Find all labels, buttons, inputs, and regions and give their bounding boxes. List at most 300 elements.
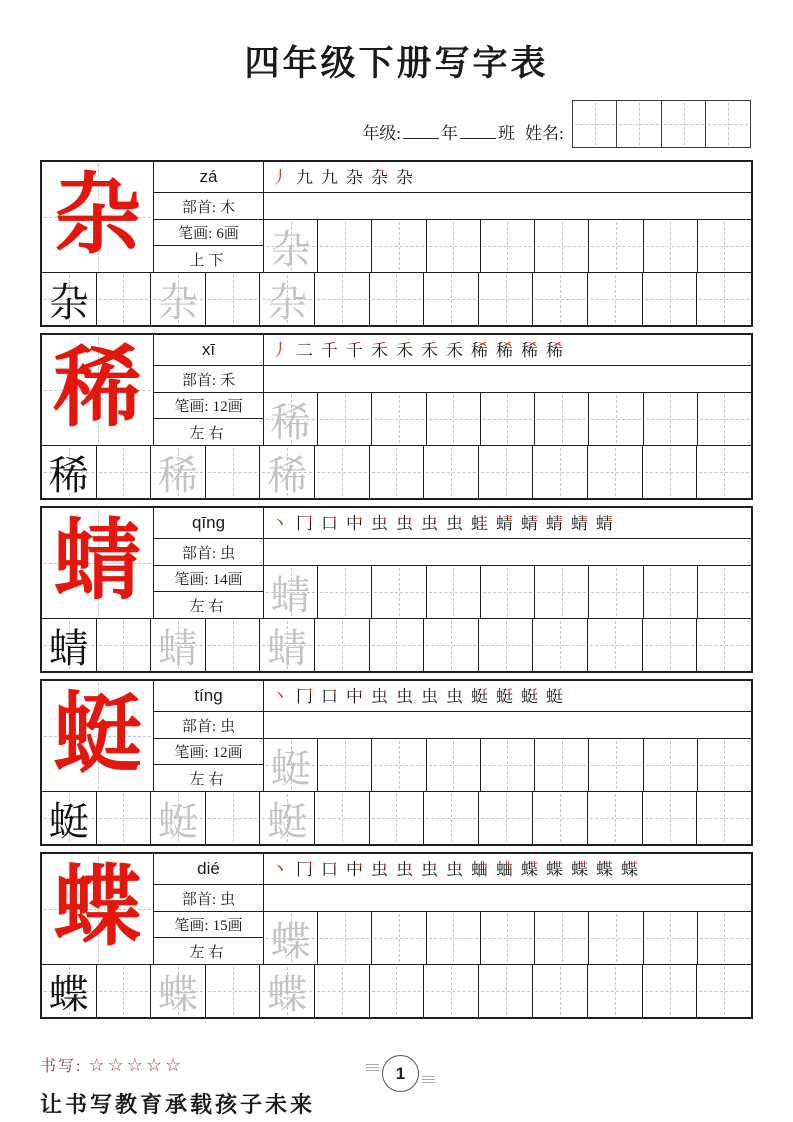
bottom-cell (369, 792, 424, 844)
grade-label: 年级: (362, 123, 402, 143)
written-character: 蜓 (48, 798, 89, 844)
bottom-cell (150, 792, 205, 844)
practice-cell (264, 566, 317, 618)
bottom-cell (642, 446, 697, 498)
student-info-text (362, 119, 563, 144)
bottom-cell (642, 792, 697, 844)
name-box[interactable] (705, 100, 751, 148)
stroke-step: 蜻 (571, 513, 588, 533)
stroke-step: 蛙 (471, 513, 488, 533)
bottom-cell (532, 619, 587, 671)
stroke-order-row (264, 854, 751, 885)
name-label: 姓名: (525, 123, 564, 143)
bottom-practice-row (42, 445, 751, 498)
stroke-step: 虫 (446, 859, 463, 879)
practice-cell (317, 739, 371, 791)
stroke-step: 中 (346, 686, 363, 706)
bottom-cell (42, 273, 96, 325)
page-title: 四年级下册写字表 (244, 44, 549, 83)
stroke-step: 虫 (396, 859, 413, 879)
trace-character: 蜓 (267, 798, 308, 844)
stroke-step: 稀 (521, 340, 538, 360)
stroke-step: 千 (346, 340, 363, 360)
stroke-step: 口 (321, 513, 338, 533)
stroke-step: 稀 (546, 340, 563, 360)
right-column (264, 335, 751, 445)
bottom-cell (478, 273, 533, 325)
bottom-cell (532, 273, 587, 325)
stroke-step: 中 (346, 859, 363, 879)
practice-cell (426, 739, 480, 791)
character-block (40, 333, 753, 500)
structure: 左右 (189, 771, 228, 788)
practice-cell (264, 220, 317, 272)
stroke-order-overflow-row (264, 193, 751, 220)
bottom-cell (587, 446, 642, 498)
radical-value: 禾 (220, 372, 236, 389)
bottom-cell (42, 446, 96, 498)
bottom-cell (423, 273, 478, 325)
radical-row (154, 539, 263, 566)
bottom-cell (478, 792, 533, 844)
pinyin: xī (154, 335, 263, 366)
bottom-practice-row (42, 964, 751, 1017)
strokes-value: 12画 (212, 745, 243, 761)
practice-cell (480, 566, 534, 618)
radical-value: 虫 (220, 545, 236, 562)
stroke-step: 蜻 (546, 513, 563, 533)
bottom-cell (42, 965, 96, 1017)
practice-row (264, 566, 751, 618)
block-top (42, 162, 751, 272)
bottom-cell (42, 792, 96, 844)
rating-label: 书写: (40, 1058, 83, 1075)
trace-character: 杂 (158, 279, 199, 325)
bottom-cell (642, 965, 697, 1017)
practice-row (264, 220, 751, 272)
practice-cell (588, 393, 642, 445)
main-character-cell (42, 335, 154, 445)
stroke-step: 蜓 (521, 686, 538, 706)
stroke-step: 蜓 (471, 686, 488, 706)
stroke-step: 禾 (421, 340, 438, 360)
trace-character: 蜻 (267, 625, 308, 671)
strokes-label: 笔画: (174, 572, 209, 588)
bottom-cell (259, 446, 314, 498)
class-suffix: 班 (498, 123, 516, 143)
bottom-cell (478, 446, 533, 498)
name-box[interactable] (661, 100, 707, 148)
bottom-practice-row (42, 272, 751, 325)
stroke-step: 蝶 (621, 859, 638, 879)
stroke-step: 虫 (421, 859, 438, 879)
trace-character: 蝶 (158, 971, 199, 1017)
info-column (154, 681, 264, 791)
trace-character: 稀 (158, 452, 199, 498)
info-column (154, 854, 264, 964)
bottom-cell (423, 965, 478, 1017)
bottom-cell (150, 619, 205, 671)
radical-row (154, 712, 263, 739)
bottom-cell (96, 273, 151, 325)
stroke-step: 蜻 (596, 513, 613, 533)
strokes-value: 6画 (216, 226, 239, 242)
practice-cell (371, 393, 425, 445)
practice-cell (697, 220, 751, 272)
stroke-step: 蝶 (546, 859, 563, 879)
info-column (154, 508, 264, 618)
stroke-step: 冂 (296, 686, 313, 706)
strokes-row (154, 393, 263, 419)
stroke-step: 虫 (371, 859, 388, 879)
stroke-step: 虫 (396, 513, 413, 533)
right-column (264, 681, 751, 791)
strokes-label: 笔画: (174, 745, 209, 761)
bottom-cell (423, 446, 478, 498)
info-column (154, 162, 264, 272)
bottom-cell (205, 619, 260, 671)
stroke-step: 虫 (446, 513, 463, 533)
bottom-cell (696, 965, 751, 1017)
written-character: 蝶 (48, 971, 89, 1017)
radical-label: 部首: (181, 199, 217, 216)
trace-character: 蝶 (270, 918, 311, 964)
stroke-step: 杂 (346, 167, 363, 187)
practice-cell (643, 393, 697, 445)
structure: 左右 (189, 598, 228, 615)
practice-cell (534, 912, 588, 964)
stroke-step: 虫 (371, 513, 388, 533)
bottom-cell (205, 446, 260, 498)
info-column (154, 335, 264, 445)
student-info-row (40, 100, 753, 148)
year-suffix: 年 (441, 123, 459, 143)
trace-character: 杂 (270, 226, 311, 272)
name-box[interactable] (572, 100, 618, 148)
character-block (40, 160, 753, 327)
radical-value: 虫 (220, 891, 236, 908)
stroke-step: 丿 (271, 340, 288, 360)
practice-cell (426, 912, 480, 964)
block-top (42, 854, 751, 964)
bottom-cell (587, 792, 642, 844)
stroke-step: 口 (321, 859, 338, 879)
bottom-cell (369, 273, 424, 325)
radical-label: 部首: (181, 891, 217, 908)
bottom-cell (587, 619, 642, 671)
strokes-value: 15画 (212, 918, 243, 934)
radical-value: 木 (220, 199, 236, 216)
radical-label: 部首: (181, 545, 217, 562)
bottom-cell (532, 965, 587, 1017)
written-character: 蜻 (48, 625, 89, 671)
strokes-row (154, 912, 263, 938)
page-number: 1 (395, 1063, 406, 1083)
stroke-step: 丶 (271, 859, 288, 879)
bottom-cell (532, 792, 587, 844)
stroke-step: 禾 (446, 340, 463, 360)
name-box[interactable] (616, 100, 662, 148)
practice-cell (426, 566, 480, 618)
practice-cell (697, 393, 751, 445)
pinyin: tíng (154, 681, 263, 712)
trace-character: 杂 (267, 279, 308, 325)
bottom-cell (642, 273, 697, 325)
right-column (264, 162, 751, 272)
radical-value: 虫 (220, 718, 236, 735)
stroke-step: 稀 (496, 340, 513, 360)
bottom-cell (423, 792, 478, 844)
bottom-cell (587, 965, 642, 1017)
stroke-step: 禾 (396, 340, 413, 360)
stroke-step: 蜻 (521, 513, 538, 533)
practice-cell (317, 393, 371, 445)
stroke-step: 冂 (296, 513, 313, 533)
stroke-step: 杂 (396, 167, 413, 187)
bottom-cell (96, 446, 151, 498)
practice-row (264, 912, 751, 964)
practice-cell (534, 739, 588, 791)
practice-cell (426, 220, 480, 272)
page-footer (40, 1053, 753, 1122)
structure: 左右 (189, 425, 228, 442)
block-top (42, 508, 751, 618)
radical-label: 部首: (181, 718, 217, 735)
bottom-cell (259, 273, 314, 325)
footer-slogan: 让书写教育承载孩子未来 (40, 1092, 316, 1117)
practice-cell (588, 739, 642, 791)
main-character-cell (42, 162, 154, 272)
stroke-order-row (264, 162, 751, 193)
practice-cell (480, 912, 534, 964)
main-character: 杂 (53, 168, 142, 265)
character-blocks (40, 160, 753, 1019)
practice-cell (264, 393, 317, 445)
stroke-order-overflow-row (264, 885, 751, 912)
strokes-row (154, 566, 263, 592)
practice-cell (588, 912, 642, 964)
block-top (42, 681, 751, 791)
bottom-cell (150, 965, 205, 1017)
practice-cell (317, 220, 371, 272)
practice-cell (480, 739, 534, 791)
main-character: 蝶 (53, 860, 142, 957)
stroke-step: 虫 (371, 686, 388, 706)
stroke-step: 蜻 (496, 513, 513, 533)
stroke-step: 蝶 (521, 859, 538, 879)
bottom-cell (314, 792, 369, 844)
main-character: 蜓 (53, 687, 142, 784)
stroke-order-row (264, 335, 751, 366)
stroke-step: 丿 (271, 167, 288, 187)
stroke-step: 蜓 (546, 686, 563, 706)
stroke-step: 蛐 (471, 859, 488, 879)
practice-cell (480, 393, 534, 445)
bottom-cell (696, 273, 751, 325)
trace-character: 蜓 (158, 798, 199, 844)
radical-row (154, 193, 263, 220)
bottom-cell (96, 792, 151, 844)
bottom-cell (314, 965, 369, 1017)
practice-cell (264, 739, 317, 791)
practice-cell (371, 739, 425, 791)
stroke-step: 稀 (471, 340, 488, 360)
structure: 左右 (189, 944, 228, 961)
bottom-cell (259, 619, 314, 671)
strokes-row (154, 739, 263, 765)
practice-cell (317, 912, 371, 964)
character-block (40, 679, 753, 846)
block-top (42, 335, 751, 445)
stroke-step: 虫 (421, 686, 438, 706)
stroke-order-row (264, 508, 751, 539)
stroke-step: 冂 (296, 859, 313, 879)
strokes-label: 笔画: (174, 399, 209, 415)
stroke-step: 虫 (421, 513, 438, 533)
stroke-order-overflow-row (264, 539, 751, 566)
right-column (264, 854, 751, 964)
bottom-cell (642, 619, 697, 671)
character-block (40, 506, 753, 673)
stroke-step: 二 (296, 340, 313, 360)
pinyin: dié (154, 854, 263, 885)
stroke-step: 虫 (396, 686, 413, 706)
strokes-value: 12画 (212, 399, 243, 415)
bottom-cell (259, 965, 314, 1017)
bottom-cell (369, 446, 424, 498)
stroke-step: 蝶 (596, 859, 613, 879)
strokes-label: 笔画: (178, 226, 213, 242)
trace-character: 蝶 (267, 971, 308, 1017)
bottom-cell (205, 273, 260, 325)
strokes-label: 笔画: (174, 918, 209, 934)
practice-cell (697, 739, 751, 791)
bottom-cell (532, 446, 587, 498)
trace-character: 蜻 (270, 572, 311, 618)
rating-stars: ☆☆☆☆☆ (88, 1055, 185, 1075)
practice-cell (371, 220, 425, 272)
stroke-step: 九 (296, 167, 313, 187)
stroke-order-row (264, 681, 751, 712)
practice-row (264, 393, 751, 445)
main-character: 稀 (53, 341, 142, 438)
structure: 上下 (189, 252, 228, 269)
bottom-practice-row (42, 618, 751, 671)
written-character: 稀 (48, 452, 89, 498)
stroke-step: 蜓 (496, 686, 513, 706)
bottom-cell (96, 965, 151, 1017)
bottom-cell (96, 619, 151, 671)
stroke-step: 中 (346, 513, 363, 533)
main-character-cell (42, 854, 154, 964)
radical-label: 部首: (181, 372, 217, 389)
stroke-step: 杂 (371, 167, 388, 187)
pinyin: qīng (154, 508, 263, 539)
practice-cell (643, 566, 697, 618)
grade-blank-field[interactable] (403, 125, 439, 139)
strokes-row (154, 220, 263, 246)
stroke-order-overflow-row (264, 712, 751, 739)
radical-row (154, 366, 263, 393)
bottom-cell (696, 792, 751, 844)
practice-cell (643, 912, 697, 964)
practice-cell (588, 566, 642, 618)
bottom-cell (369, 965, 424, 1017)
practice-cell (426, 393, 480, 445)
stroke-step: 九 (321, 167, 338, 187)
bottom-cell (369, 619, 424, 671)
practice-cell (534, 566, 588, 618)
practice-cell (264, 912, 317, 964)
stroke-step: 禾 (371, 340, 388, 360)
stroke-order-overflow-row (264, 366, 751, 393)
bottom-cell (314, 446, 369, 498)
practice-cell (697, 566, 751, 618)
bottom-cell (696, 619, 751, 671)
stroke-step: 千 (321, 340, 338, 360)
practice-cell (480, 220, 534, 272)
trace-character: 蜓 (270, 745, 311, 791)
main-character-cell (42, 681, 154, 791)
character-block (40, 852, 753, 1019)
trace-character: 稀 (267, 452, 308, 498)
stroke-step: 蝶 (571, 859, 588, 879)
name-grid[interactable] (572, 100, 751, 148)
bottom-practice-row (42, 791, 751, 844)
bottom-cell (478, 619, 533, 671)
stroke-step: 丶 (271, 686, 288, 706)
practice-cell (643, 739, 697, 791)
trace-character: 稀 (270, 399, 311, 445)
practice-cell (371, 912, 425, 964)
bottom-cell (423, 619, 478, 671)
practice-row (264, 739, 751, 791)
practice-cell (588, 220, 642, 272)
stroke-step: 口 (321, 686, 338, 706)
written-character: 杂 (48, 279, 89, 325)
bottom-cell (205, 792, 260, 844)
bottom-cell (205, 965, 260, 1017)
bottom-cell (150, 446, 205, 498)
class-blank-field[interactable] (460, 125, 496, 139)
practice-cell (534, 220, 588, 272)
bottom-cell (314, 273, 369, 325)
trace-character: 蜻 (158, 625, 199, 671)
page-number-badge (382, 1055, 419, 1092)
bottom-cell (150, 273, 205, 325)
main-character-cell (42, 508, 154, 618)
stroke-step: 虫 (446, 686, 463, 706)
radical-row (154, 885, 263, 912)
bottom-cell (314, 619, 369, 671)
bottom-cell (478, 965, 533, 1017)
right-column (264, 508, 751, 618)
bottom-cell (587, 273, 642, 325)
practice-cell (317, 566, 371, 618)
bottom-cell (259, 792, 314, 844)
stroke-step: 蛐 (496, 859, 513, 879)
bottom-cell (42, 619, 96, 671)
practice-cell (697, 912, 751, 964)
bottom-cell (696, 446, 751, 498)
practice-cell (371, 566, 425, 618)
pinyin: zá (154, 162, 263, 193)
strokes-value: 14画 (212, 572, 243, 588)
stroke-step: 丶 (271, 513, 288, 533)
practice-cell (643, 220, 697, 272)
main-character: 蜻 (53, 514, 142, 611)
practice-cell (534, 393, 588, 445)
